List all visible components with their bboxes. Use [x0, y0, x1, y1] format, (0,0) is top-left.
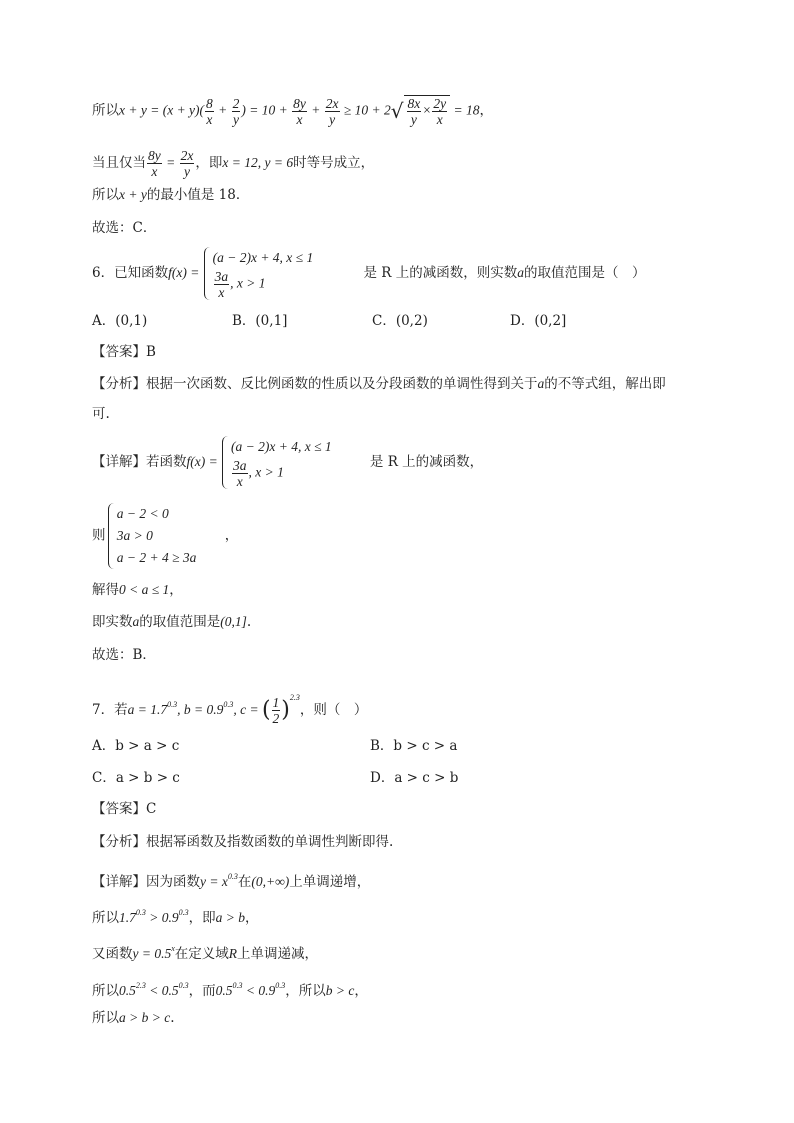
math: = 18	[450, 102, 480, 118]
fraction: $\frac{2}{y}$	[232, 95, 240, 127]
fraction: $\frac{2x}{y}$	[325, 95, 339, 127]
q6-solve: 解得0 < a ≤ 1，	[92, 582, 183, 598]
proof-line-1: 所以x + y = (x + y)( $\frac{8}{x}$ + $\frac{2}{y}$ ) = 10 + $\frac{8y}{x}$ + $\frac{2x}{y}$ ≥ 10 + 2√ $\frac{8x}{y}$ × $\frac{2y}{x}$ = 18，	[92, 95, 494, 127]
question-7: 7．若$a = 1.7^{0.3}$, $b = 0.9^{0.3}$, c = ( $\frac{1}{2}$ )$^{2.3}$，则（ ）	[92, 693, 368, 726]
option-c[interactable]: C．a > b > c	[92, 770, 180, 786]
math: ) = 10 +	[241, 102, 292, 118]
math: +	[214, 102, 231, 118]
q6-answer: 【答案】B	[92, 344, 156, 360]
proof-line-3: 所以x + y的最小值是 18．	[92, 187, 250, 203]
q6-analysis-cont: 可.	[92, 406, 110, 422]
text: 所以	[92, 102, 119, 119]
q6-detail: 【详解】若函数f(x) = (a − 2)x + 4, x ≤ 1 $\frac{3a}{x}$ , x > 1 是 R 上的减函数，	[92, 436, 483, 489]
q7-line-3: 又函数$y = 0.5^x$在定义域R上单调递减，	[92, 944, 319, 962]
system-brace: a − 2 < 0 3a > 0 a − 2 + 4 ≥ 3a	[108, 503, 197, 569]
q7-line-2: 所以$1.7^{0.3} > 0.9^{0.3}$，即a > b，	[92, 908, 259, 926]
option-a[interactable]: A．b > a > c	[92, 738, 180, 754]
piecewise-brace: (a − 2)x + 4, x ≤ 1 $\frac{3a}{x}$ , x > 1	[204, 247, 314, 300]
option-d[interactable]: D．(0,2]	[510, 313, 567, 329]
q6-range: 即实数a的取值范围是(0,1].	[92, 614, 252, 630]
text: ，	[479, 102, 494, 119]
q7-detail: 【详解】因为函数$y = x^{0.3}$在(0,+∞)上单调递增，	[92, 872, 371, 890]
math: x + y = (x + y)(	[119, 102, 205, 118]
q7-answer: 【答案】C	[92, 801, 157, 817]
option-b[interactable]: B．b > c > a	[370, 738, 458, 754]
fraction: $\frac{8y}{x}$	[148, 148, 161, 179]
q6-system: 则 a − 2 < 0 3a > 0 a − 2 + 4 ≥ 3a ，	[92, 503, 238, 569]
option-d[interactable]: D．a > c > b	[370, 770, 459, 786]
question-6: 6．已知函数f(x) = (a − 2)x + 4, x ≤ 1 $\frac{3a}{x}$ , x > 1 是 R 上的减函数，则实数a的取值范围是（ ）	[92, 247, 646, 300]
option-c[interactable]: C．(0,2)	[372, 313, 428, 329]
sqrt: $\frac{8x}{y}$ × $\frac{2y}{x}$	[404, 95, 451, 127]
q6-choose: 故选：B．	[92, 647, 156, 663]
text: ，即	[195, 155, 223, 171]
math: x = 12, y = 6	[222, 155, 294, 170]
text: 时等号成立，	[293, 155, 375, 171]
math: =	[162, 155, 179, 170]
option-b[interactable]: B．(0,1]	[232, 313, 288, 329]
piecewise-brace: (a − 2)x + 4, x ≤ 1 $\frac{3a}{x}$ , x > 1	[222, 436, 332, 489]
fraction: $\frac{8}{x}$	[206, 95, 213, 127]
choose-line: 故选：C．	[92, 220, 157, 236]
q7-analysis: 【分析】根据幂函数及指数函数的单调性判断即得.	[92, 834, 394, 850]
fraction: $\frac{8y}{x}$	[293, 95, 306, 127]
q7-line-4: 所以$0.5^{2.3} < 0.5^{0.3}$，而$0.5^{0.3} < 0.9^{0.3}$，所以b > c，	[92, 981, 368, 999]
text: 当且仅当	[92, 155, 146, 171]
math: +	[307, 102, 324, 118]
fraction: $\frac{2x}{y}$	[180, 148, 194, 179]
proof-line-2	[92, 148, 374, 179]
q7-line-5: 所以a > b > c.	[92, 1010, 175, 1026]
option-a[interactable]: A．(0,1)	[92, 313, 148, 329]
math: ≥ 10 + 2	[340, 102, 391, 118]
q6-analysis: 【分析】根据一次函数、反比例函数的性质以及分段函数的单调性得到关于a的不等式组，解出即	[92, 376, 666, 392]
